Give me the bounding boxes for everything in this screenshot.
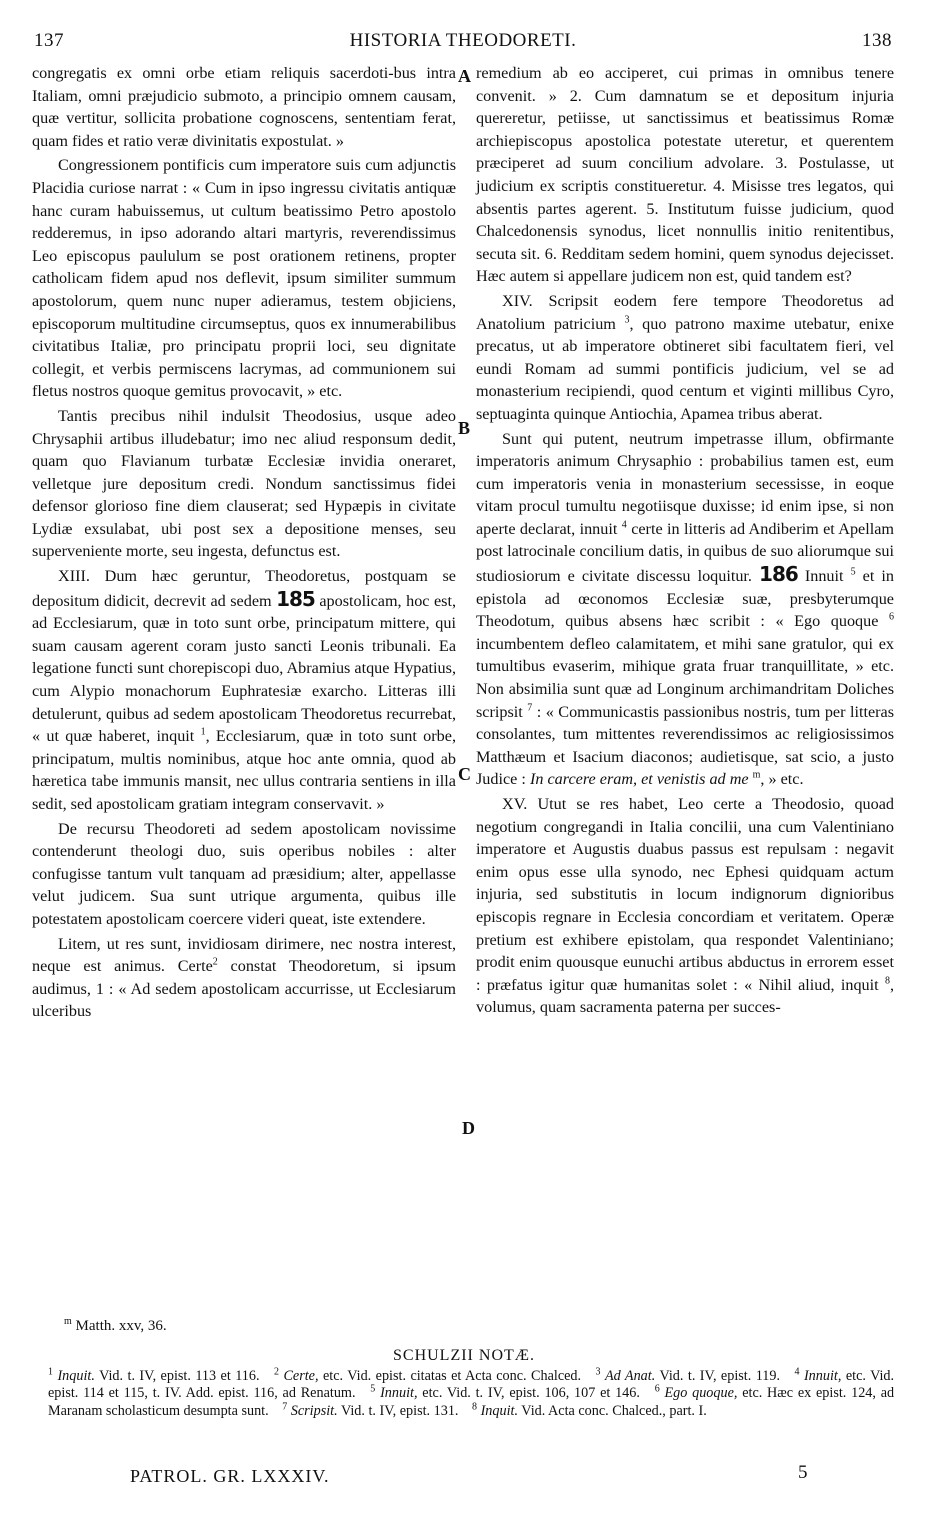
left-paragraph-section-xiii [32,565,456,816]
left-page-number: 137 [34,30,64,51]
note-text: etc. Hæc ex epist. 124, ad Maranam scholasticum desumpta sunt. [48,1385,895,1419]
right-page-number: 138 [862,30,892,51]
right-paragraph-3-text-b: certe in litteris ad Andiberim et Apellam post latrocinale concilium datis, in quibus de suo aliorumque sui studiosiorum e civitate discessu loquitur. [476,519,895,586]
note-number: 5 [370,1383,376,1395]
left-paragraph-1: congregatis ex omni orbe etiam reliquis sacerdoti-bus intra Italiam, omni præjudicio submoto, a principio omnem causam, quæ vertitur, sollicita probatione cognoscens, sententiam ferat, quam fides et ratio veræ divinitatis expostulat. » [32,64,456,150]
note-key: Inquit. [57,1368,95,1384]
left-paragraph-6-text-a: Litem, ut res sunt, invidiosam dirimere, nec nostra interest, neque est animus. Certe [32,934,456,976]
patrologia-signature: PATROL. GR. LXXXIV. [130,1466,330,1486]
section-number-xiv: XIV. [502,291,533,310]
schulz-notes [48,1368,894,1420]
note-number: 2 [273,1366,279,1378]
section-xv-text-a: Utut se res habet, Leo certe a Theodosio, quoad negotium congregandi in Italia concilii, una cum Valentiniano imperatore et Augustis duabus passus est repulsam : negavit enim opus esse ulla synodo, nec Ephesi quidquam actum injuria, sed substitutis in locum indignorum dignioribus episcopis regnare in Ecclesia concordiam et veritatem. Operæ pretium est exhibere epistolam, qua respondet Valentiniano; prodit enim quousque eunuchi artibus abductus in errorem esset : præfatus igitur quæ humanitas solet : « Nihil aliud, inquit [476,795,894,994]
right-paragraph-3-text-a: Sunt qui putent, neutrum impetrasse illum, obfirmante imperatoris animum Chrysaphio : probabilius tamen est, eum cum imperatoris venia in monasterium secessisse, in eoque vitam procul tumultu negotiisque duxisse; id enim ipse, si non aperte declarat, innuit [476,429,894,538]
section-xiii-text-a: Dum hæc geruntur, Theodoretus, postquam se depositum didicit, decrevit ad sedem [32,567,456,610]
right-paragraph-3-text-c: Innuit [804,567,844,586]
note-7 [282,1403,458,1419]
marker-b: B [458,418,471,438]
right-paragraph-3-text-h: , » etc. [760,770,804,789]
right-paragraph-1: remedium ab eo acciperet, cui primas in omnibus tenere convenit. » 2. Cum damnatum se et depositum injuria quereretur, petiisse, ut sanctissimus et beatissimus Romæ archiepiscopus apostolica potestate uteretur, et querentem præciperet ad suum concilium advolare. 3. Postulasse, ut judicium ex scriptis constitueretur. 4. Misisse tres legatos, qui absentis partes agerent. 5. Institutum fuisse judicium, quod Chalcedonensis synodus, licet nonnullis initio renitentibus, secuta sit. 6. Redditam sedem homini, quem synodus dejecisset. Hæc autem si appellare judicem non est, quid tandem est? [476,64,894,286]
footnote-ref-4[interactable]: 4 [621,519,627,531]
marker-c: C [458,764,471,784]
left-paragraph-6-text-b: constat Theodoretum, si ipsum audimus, 1 : « Ad sedem apostolicam accurrisse, ut Ecclesiarum ulceribus [32,957,457,1021]
footnote-ref-5[interactable]: 5 [850,566,856,578]
column-number-185: 185 [276,586,315,611]
footnote-ref-8[interactable]: 8 [884,975,890,987]
right-column [476,62,894,1019]
footnote-ref-1[interactable]: 1 [200,726,206,738]
note-2 [274,1368,581,1384]
footnote-ref-3[interactable]: 3 [624,314,630,326]
footnote-ref-m[interactable]: m [752,770,761,782]
note-key: Innuit, [380,1385,418,1402]
left-paragraph-5: De recursu Theodoreti ad sedem apostolicam novissime contenderunt theologi duo, suis operibus nobiles : alter confugisse tantum vult tanquam ad præsidium; alter, appellasse velut judicem. Sua sunt utrique argumenta, quibus ille potestatem apostolicam coercere videri queat, iste extendere. [32,819,456,928]
right-paragraph-3-text-f: : « Communicastis passionibus nostris, tum per litteras consolantes, tum mittentes reverendissimos ac religiosissimos Matthæum et Isacium diaconos; audietisque, sat scio, a justo Judice : [476,702,895,789]
note-key: Ad Anat. [604,1368,656,1384]
note-number: 7 [282,1401,288,1413]
note-key: Scripsit. [290,1402,338,1419]
marker-d: D [462,1118,475,1138]
right-paragraph-section-xv [476,793,894,1019]
right-paragraph-3 [476,428,894,792]
footnote-m-mark: m [64,1316,72,1327]
right-paragraph-section-xiv [476,290,894,426]
note-key: Ego quoque, [664,1385,738,1402]
note-number: 8 [472,1401,478,1413]
marker-a: A [458,66,471,86]
section-xiv-text-c: , quo patrono maxime utebatur, enixe precatus, ut ab imperatore obtineret sibi facultatem fieri, vel eundi Romam ad summi pontificis judicium, vel se ad monasterium recipiendi, quod centum et viginti millibus Cyro, septuaginta quinque Antiochia, Apamea tribus aberat. [476,314,894,423]
running-title: HISTORIA THEODORETI. [349,30,577,51]
note-key: Certe, [283,1368,319,1384]
section-xiii-text-b: apostolicam, hoc est, ad Ecclesiarum, quæ in toto sunt orbe, principatum mittere, qui suam causam agerent coram justo sancti Leonis tribunali. Ea legatione functi sunt chorepiscopi duo, Abramius atque Hypatius, cum Alypio monachorum Euphratesiæ exarcho. Litteras illi detulerunt, quibus ad sedem apostolicam Theodoretus recurrebat, « ut quæ haberet, inquit [32,591,456,746]
note-number: 4 [794,1366,800,1378]
footnote-m-text: Matth. xxv, 36. [75,1318,167,1334]
section-number-xv: XV. [502,795,528,813]
left-paragraph-2: Congressionem pontificis cum imperatore suis cum adjunctis Placidia curiose narrat : « Cum in ipso ingressu civitatis antiquæ hanc curam habuissemus, ut cultum beatissimo Petro apostolo redderemus, in ipso adorando altari martyris, reverendissimus Leo episcopus paululum se post orationem retinens, propter catholicam fidem apud nos deflevit, ipsum similiter summum apostolorum, quem nunc nuper adieramus, testem objiciens, episcoporum multitudine circumseptus, quos ex innumerabilibus civitatibus Italiæ, pro principatu proprii loci, seu dignitate collegit, et verbis permiscens lacrymas, ad communionem sui fletus nostros quoque gemitus provocavit, » etc. [32,156,456,401]
section-xiv-text-a: Scripsit eodem fere tempore [548,291,767,310]
note-number: 3 [595,1366,601,1378]
note-8 [472,1403,707,1419]
note-text: Vid. t. IV, epist. 119. [659,1368,781,1384]
notes-title: SCHULZII NOTÆ. [393,1347,535,1364]
left-paragraph-3: Tantis precibus nihil indulsit Theodosius, usque adeo Chrysaphii artibus illudebatur; imo nec aliud responsum dedit, quam quo Flavianum turbatæ Ecclesiæ invidia oneraret, velletque jure depositum credi. Nondum sanctissimus fidei defensor glorioso fine diem clauserat; sed Hypæpis in civitate Lydiæ exsulabat, ubi post sex a depositione menses, seu superveniente morte, seu ingesta, defunctus est. [32,406,456,561]
note-key: Innuit, [803,1368,842,1384]
section-xiii-text-c: , Ecclesiarum, quæ in toto sunt orbe, principatum, multis nominibus, atque hoc ante omnia, quod ab hæretica tabe immunis mansit, nec ullus contraria sentiens in illa sedit, sed apostolicam gratiam integram conservavit. » [32,727,456,813]
note-text: etc. Vid. t. IV, epist. 106, 107 et 146. [422,1385,640,1402]
note-5 [370,1385,640,1401]
right-paragraph-3-text-d: et in epistola ad œconomos Ecclesiæ suæ, presbyterumque Theodotum, quibus absens hæc scribit : « Ego quoque [476,567,894,631]
note-3 [596,1368,781,1384]
footnote-ref-7[interactable]: 7 [527,702,533,714]
note-number: 6 [654,1383,660,1395]
note-text: etc. Vid. epist. citatas et Acta conc. Chalced. [322,1368,582,1384]
right-paragraph-3-text-e: incumbentem defleo calamitatem, et mihi sane gratulor, qui ex tumultibus evaserim, mihique grata fruar tranquillitate, » etc. Non absimilia sunt quæ ad Longinum archimandritam Doliches scripsit [476,634,894,721]
scripture-quote: In carcere eram, et venistis ad me [529,770,749,789]
footnote-ref-2[interactable]: 2 [212,956,218,968]
note-text: Vid. t. IV, epist. 113 et 116. [99,1368,260,1384]
column-number-186: 186 [759,562,798,587]
note-text: etc. Vid. epist. 114 et 115, t. IV. Add. epist. 116, ad Renatum. [48,1368,895,1402]
note-number: 1 [48,1366,53,1378]
footnote-ref-6[interactable]: 6 [889,611,894,623]
signature-number: 5 [798,1462,808,1483]
note-text: Vid. t. IV, epist. 131. [340,1402,459,1419]
section-xiv-text-b: Theodoretus ad Anatolium patricium [476,291,894,333]
left-paragraph-6 [32,933,456,1023]
footnote-m [64,1318,167,1335]
running-head [34,30,892,56]
note-1 [48,1368,260,1384]
note-text: Vid. Acta conc. Chalced., part. I. [521,1402,707,1419]
note-key: Inquit. [480,1402,518,1419]
left-column [32,62,456,1023]
section-number-xiii: XIII. [58,567,90,586]
section-xv-text-b: , volumus, quam sacramenta paterna per succes- [476,975,895,1017]
